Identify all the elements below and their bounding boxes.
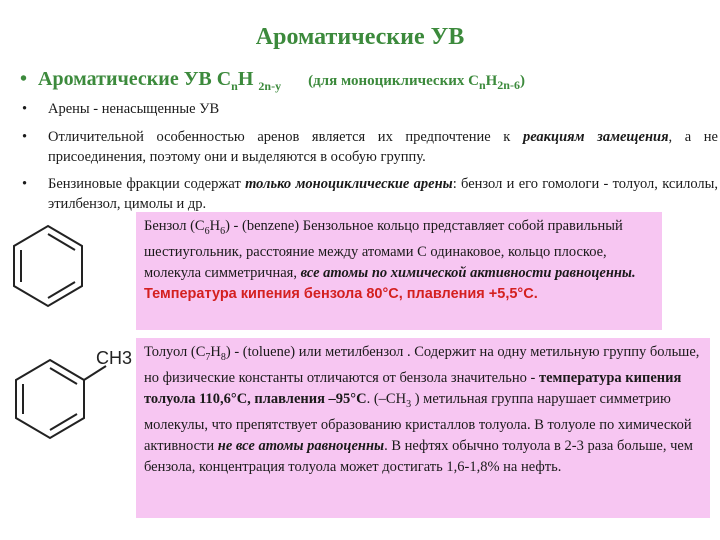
benzene-structure xyxy=(8,220,88,312)
ch3-label: CH3 xyxy=(96,348,133,368)
bullet-mark: • xyxy=(22,176,28,192)
bullet-text: Бензиновые фракции содержат только моноциклические арены: бензол и его гомологи - толуол, ксилолы, этилбензол, цимолы и др. xyxy=(48,176,718,212)
benzene-box: Бензол $(С_6Н_6)$ - (benzene) Бензольное кольцо представляет собой правильный шестиугольник, расстояние между атомами С одинаковое, кольцо плоское, молекула симметричная, все атомы по химической активности равноценны. Температура кипения бензола 80°С, плавления +5,5°С. xyxy=(136,212,662,330)
heading-note: (для моноциклических $С_nН_{2n-6}$) xyxy=(308,73,525,92)
toluene-box: Толуол $(С_7Н_8)$ - (toluene) или метилбензол . Содержит на одну метильную группу больше, но физические константы отличаются от бензола значительно - температура кипения толуола 110,6°С, плавления –95°С. ($-СН_3$ ) метильная группа нарушает симметрию молекулы, что препятствует образованию кристаллов толуола. В толуоле по химической активности не все атомы равноценны. В нефтях обычно толуола в 2-3 раза больше, чем бензола, концентрация толуола может достигать 1,6-1,8% на нефть. xyxy=(136,338,710,518)
toluene-structure xyxy=(10,340,138,440)
heading-bullet xyxy=(20,68,525,94)
benzene-temperatures: Температура кипения бензола 80°С, плавления +5,5°С. xyxy=(144,285,538,302)
heading-main: Ароматические УВ $С_nН$ $_{2n-y}$ xyxy=(38,68,282,93)
bullet-mark: • xyxy=(22,129,28,145)
page-title: Ароматические УВ xyxy=(255,24,465,50)
bullet-mark: • xyxy=(20,68,28,90)
bullet-text: Отличительной особенностью аренов является их предпочтение к реакциям замещения, а не присоединения, поэтому они и выделяются в особую группу. xyxy=(48,129,718,165)
bullet-mark: • xyxy=(22,101,28,117)
bullet-text: Арены - ненасыщенные УВ xyxy=(48,101,220,117)
